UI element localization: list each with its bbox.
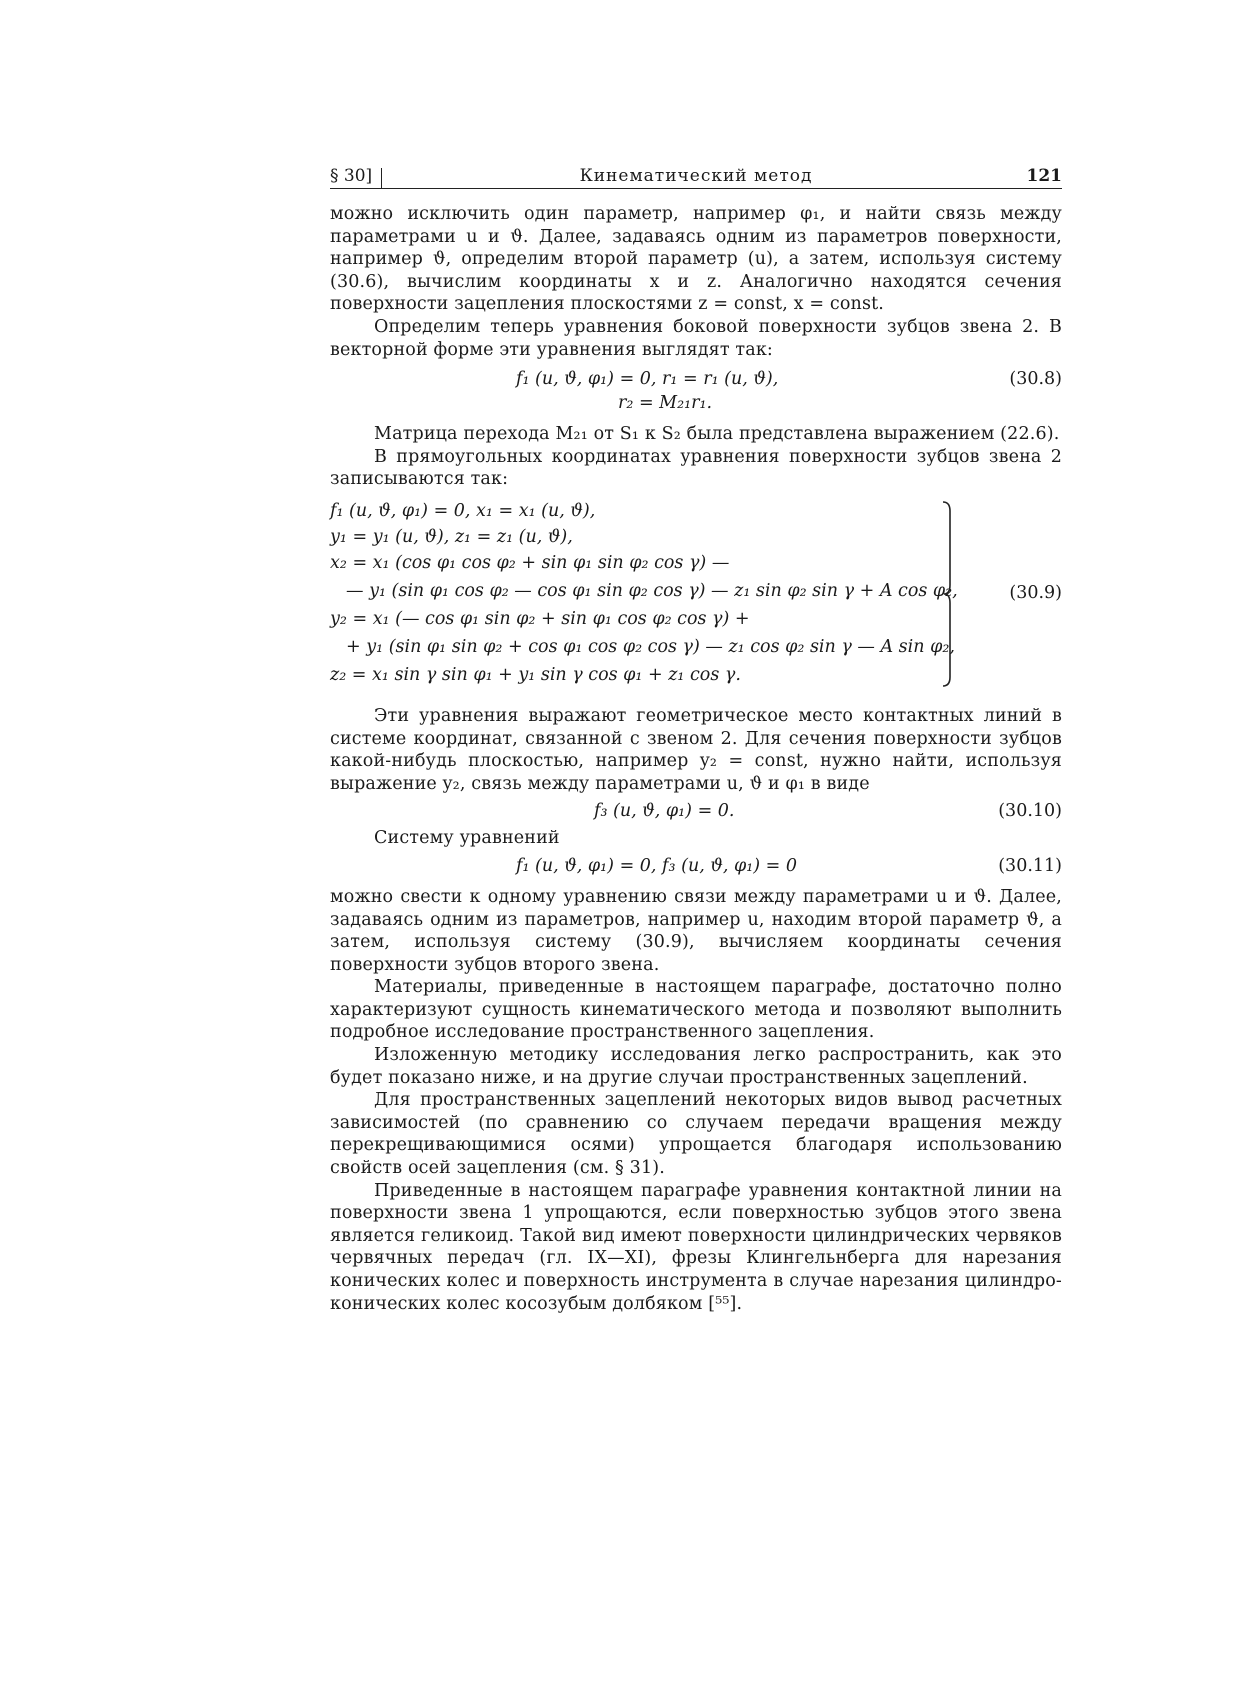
equation-row: — y₁ (sin φ₁ cos φ₂ — cos φ₁ sin φ₂ cos γ) — z₁ sin φ₂ sin γ + A cos φ₂, bbox=[346, 580, 958, 601]
paragraph: Матрица перехода M₂₁ от S₁ к S₂ была представлена выражением (22.6). bbox=[374, 424, 1060, 445]
equation-text: f₁ (u, ϑ, φ₁) = 0, f₃ (u, ϑ, φ₁) = 0 bbox=[516, 855, 797, 876]
right-brace-icon bbox=[942, 501, 952, 687]
paragraph: Эти уравнения выражают геометрическое место контактных линий в системе координат, связанной с звеном 2. Для сечения поверхности зубцов какой-нибудь плоскостью, например y₂ = const, нужно найти, используя выражение y₂, связь между параметрами u, ϑ и φ₁ в виде bbox=[330, 705, 1062, 794]
page-header bbox=[330, 160, 1062, 189]
paragraph: Для пространственных зацеплений некоторых видов вывод расчетных зависимостей (по сравнению со случаем передачи вращения между перекрещивающимися осями) упрощается благодаря использованию свойств осей зацепления (см. § 31). bbox=[330, 1090, 1062, 1179]
equation-number: (30.8) bbox=[1009, 369, 1062, 390]
equation-row: y₂ = x₁ (— cos φ₁ sin φ₂ + sin φ₁ cos φ₂ cos γ) + bbox=[330, 608, 750, 629]
paragraph: Систему уравнений bbox=[374, 828, 560, 849]
running-title: Кинематический метод bbox=[579, 166, 813, 186]
equation-row: z₂ = x₁ sin γ sin φ₁ + y₁ sin γ cos φ₁ + z₁ cos γ. bbox=[330, 664, 741, 685]
paragraph: можно исключить один параметр, например φ₁, и найти связь между параметрами u и ϑ. Далее, задаваясь одним из параметров поверхности, например ϑ, определим второй параметр (u), а затем, используя систему (30.6), вычислим координаты x и z. Аналогично находятся сечения поверхности зацепления плоскостями z = const, x = const. bbox=[330, 204, 1062, 315]
equation-30-8-line1 bbox=[330, 367, 1062, 391]
equation-row: f₁ (u, ϑ, φ₁) = 0, x₁ = x₁ (u, ϑ), bbox=[330, 500, 596, 521]
equation-text: f₃ (u, ϑ, φ₁) = 0. bbox=[594, 801, 735, 822]
equation-text: r₂ = M₂₁r₁. bbox=[618, 393, 713, 414]
paragraph: Определим теперь уравнения боковой поверхности зубцов звена 2. В векторной форме эти уравнения выглядят так: bbox=[330, 316, 1062, 360]
equation-row: + y₁ (sin φ₁ sin φ₂ + cos φ₁ cos φ₂ cos γ) — z₁ cos φ₂ sin γ — A sin φ₂, bbox=[346, 636, 955, 657]
paragraph: Материалы, приведенные в настоящем параграфе, достаточно полно характеризуют сущность кинематического метода и позволяют выполнить подробное исследование пространственного зацепления. bbox=[330, 977, 1062, 1043]
page-number: 121 bbox=[1026, 166, 1062, 186]
equation-text: f₁ (u, ϑ, φ₁) = 0, r₁ = r₁ (u, ϑ), bbox=[516, 369, 779, 390]
equation-number: (30.11) bbox=[998, 855, 1062, 876]
equation-row: y₁ = y₁ (u, ϑ), z₁ = z₁ (u, ϑ), bbox=[330, 526, 573, 547]
paragraph: В прямоугольных координатах уравнения поверхности зубцов звена 2 записываются так: bbox=[330, 446, 1062, 490]
paragraph: можно свести к одному уравнению связи между параметрами u и ϑ. Далее, задаваясь одним из параметров, например u, находим второй параметр ϑ, а затем, используя систему (30.9), вычисляем координаты сечения поверхности зубцов второго звена. bbox=[330, 886, 1062, 975]
equation-number: (30.9) bbox=[1009, 582, 1062, 603]
paragraph: Приведенные в настоящем параграфе уравнения контактной линии на поверхности звена 1 упрощаются, если поверхностью зубцов этого звена является геликоид. Такой вид имеют поверхности цилиндрических червяков червячных передач (гл. IX—XI), фрезы Клингельнберга для нарезания конических колес и поверхность инструмента в случае нарезания цилиндро-конических колес косозубым долбяком [⁵⁵]. bbox=[330, 1180, 1062, 1314]
equation-row: x₂ = x₁ (cos φ₁ cos φ₂ + sin φ₁ sin φ₂ cos γ) — bbox=[330, 552, 730, 573]
book-page bbox=[330, 160, 1062, 1315]
paragraph: Изложенную методику исследования легко распространить, как это будет показано ниже, и на другие случаи пространственных зацеплений. bbox=[330, 1045, 1062, 1088]
section-number: § 30] bbox=[330, 166, 373, 186]
equation-number: (30.10) bbox=[998, 801, 1062, 822]
equation-system-30-9 bbox=[330, 499, 1062, 695]
equation-30-11 bbox=[330, 854, 1062, 878]
equation-30-10 bbox=[330, 799, 1062, 823]
equation-30-8-line2 bbox=[330, 391, 1062, 415]
